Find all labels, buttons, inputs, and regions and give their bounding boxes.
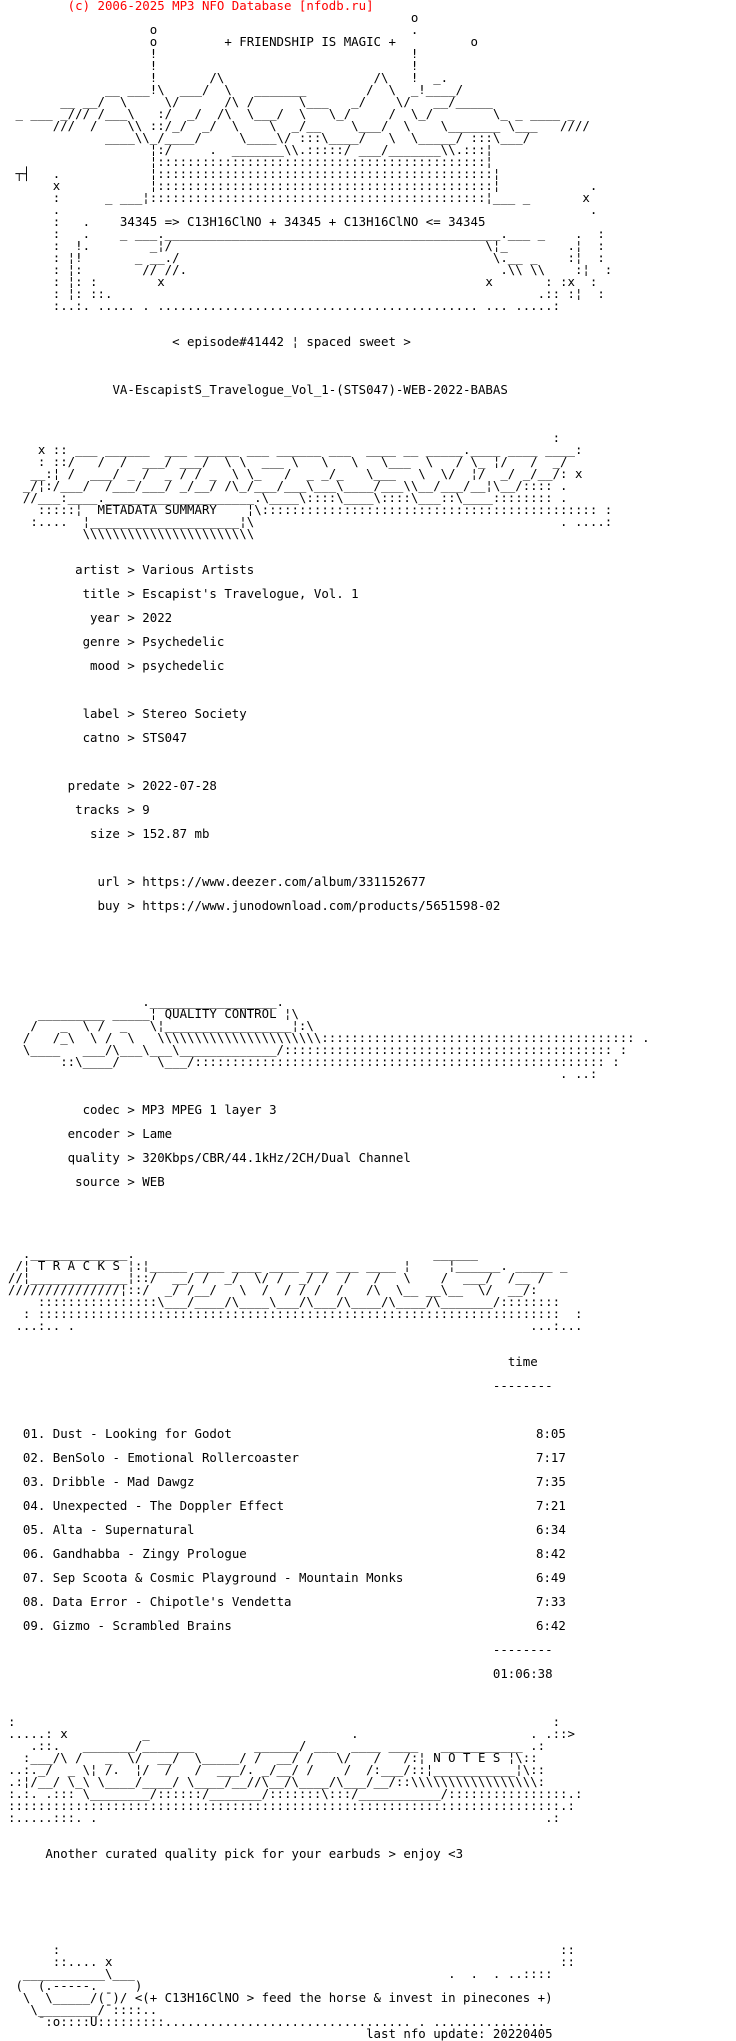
track-title: Alta - Supernatural — [52, 1522, 195, 1537]
track-time: 7:21 — [536, 1498, 566, 1513]
track-row: 06. Gandhabba - Zingy Prologue 8:42 — [22, 1546, 566, 1561]
friendship-text: + FRIENDSHIP IS MAGIC + — [224, 34, 396, 49]
ascii-section-metadata: : x :: ___ ______ ___ ______ ___ ______ ___ ____ __ _____.____ ____ ____: : ::/ / / ___/ ___/ \ \ ___ \ \ \ \___ \ / \_ ¦/ / _/ __:¦ / ___/ _ / _ / / _ \ \_ / _ _/_ \___ \ \/ ¦/ _/ _/__/: x _/¦:/___/ /___/___/ _/__/ /\_/___/___\___\____/___\\__/___/__¦\__/:::: . //___:____.____________________.\____\::::\____\::::\___::\____:::::::: . :::::¦ METADATA SUMMARY ¦\::::::::::::::::::::::::::::::::::::::::::::: : :.... ¦____________________¦\ . ....: \\\\\\\\\\\\\\\\\\\\\\\ — [22, 430, 613, 541]
ascii-section-quality: ._________________. _________ _____¦ QUALITY CONTROL ¦\ / _ \ / _ \¦_________________¦:\ / /_\ \ / \ \\\\\\\\\\\\\\\\\\\\\\:::::::::::::::::::::::::::::::::::::::::: . \____ ___/\___\___\_____________/:::::::::::::::::::::::::::::::::::::::::::: : ::\____/ \___/::::::::::::::::::::::::::::::::::::::::::::::::::::::: : . ..: — [22, 994, 650, 1081]
track-title: Dust - Looking for Godot — [52, 1426, 232, 1441]
track-row: 04. Unexpected - The Doppler Effect 7:21 — [22, 1498, 566, 1513]
codec-value: MP3 MPEG 1 layer 3 — [142, 1102, 277, 1117]
track-title: Gizmo - Scrambled Brains — [52, 1618, 232, 1633]
year-value: 2022 — [142, 610, 173, 625]
section-tracks-title: T R A C K S — [37, 1258, 120, 1273]
track-row: 09. Gizmo - Scrambled Brains 6:42 — [22, 1618, 566, 1633]
track-title: BenSolo - Emotional Rollercoaster — [52, 1450, 299, 1465]
track-title: Dribble - Mad Dawgz — [52, 1474, 195, 1489]
track-time: 8:05 — [536, 1426, 566, 1441]
track-title: Data Error - Chipotle's Vendetta — [52, 1594, 292, 1609]
section-metadata-title: METADATA SUMMARY — [97, 502, 217, 517]
nfo-document: (c) 2006-2025 MP3 NFO Database [nfodb.ru] o o . o + FRIENDSHIP IS MAGIC + o ! ! ! ! ! /\ /\ ! _. __ ___!\ ___/ \ _______ / \ _!____/ __ __/ \ \/ /\ / \___ _/ \/ __/_____ _ ___ _/// /___\ :/ _/ /\ \___/ \ \_/ / \_/ \_ _ ____ _ /// / \\ ::/_/ _/ \ \ _/__ \___/ \ \_______ \___ //// ____\\_/____/ \____\/ :::\____/ \ \_____/ :::\___/ ¦:/ . _______\\.:::::/ ___/_______\\.:::¦ ¦::::::::::::::::::::::::::::::::::::::::::::¦ ┬┤ . ¦:::::::::::::::::::::::::::::::::::::::::::::¦ x ¦:::::::::::::::::::::::::::::::::::::::::::::¦ . : _ ___¦:::::::::::::::::::::::::::::::::::::::::::::¦___ _ x . . : . 34345 => C13H16ClNO + 34345 + C13H16ClNO <= 34345 : . _ ___._____________________________________________.___ _ . : : !. _¦/ \¦_ .¦ : : ¦! _ __./ \.__ _ :¦ : : ¦: // //. .\\ \\ :¦ : : ¦: : x x : :x : : ¦: ::. .:: :¦ : :..:. ..... . ........................................... ... .....: < episode#41442 ¦ spaced sweet > VA-EscapistS_Travelogue_Vol_1-(STS047)-WEB-2022-BABAS : x :: ___ ______ ___ ______ ___ ______ ___ ____ __ _____.____ ____ ____: : ::/ / / ___/ ___/ \ \ ___ \ \ \ \___ \ / \_ ¦/ / _/ __:¦ / ___/ _ / _ / / _ \ \_ / _ _/_ \___ \ \/ ¦/ _/ _/__/: x _/¦:/___/ /___/___/ _/__/ /\_/___/___\___\____/___\\__/___/__¦\__/:::: . //___:____.____________________.\____\::::\____\::::\___::\____:::::::: . :::::¦ METADATA SUMMARY ¦\::::::::::::::::::::::::::::::::::::::::::::: : :.... ¦____________________¦\ . ....: \\\\\\\\\\\\\\\\\\\\\\\ artist > Various Artists title > Escapist's Travelogue, Vol. 1 year > 2022 genre > Psychedelic mood > psychedelic label > Stereo Society catno > STS047 predate > 2022-07-28 tracks > 9 size > 152.87 mb url > https://www.deezer.com/album/331152677 buy > https://www.junodownload.com/products/5651598-02 ._________________. _________ _____¦ QUALITY CONTROL ¦\ / _ \ / _ \¦_________________¦:\ / /_\ \ / \ \\\\\\\\\\\\\\\\\\\\\\:::::::::::::::::::::::::::::::::::::::::: . \____ ___/\___\___\_____________/:::::::::::::::::::::::::::::::::::::::::::: : ::\____/ \___/::::::::::::::::::::::::::::::::::::::::::::::::::::::: : . ..: codec > MP3 MPEG 1 layer 3 encoder > Lame quality > 320Kbps/CBR/44.1kHz/2CH/Dual Channel source > WEB ._____________. ______ /¦ T R A C K S ¦:¦_____ ____ ____ ____ ___ ___ ____ ¦ ¦______. _____ _ //¦_____________¦::/ __/ / _/ \/ / _/ / / / \ / ___/ /__ / ///////////////¦::/ _/ /__/ \ / / / / / /\ \__ __\__ \/ __/: ::::::::::::::::\___/____/\____\___/\___/\____/\____/\_______/:::::::: : :::::::::::::::::::::::::::::::::::::::::::::::::::::::::::::::::::::: : ...:.. . ...:... time -------- 01. Dust - Looking for Godot 8:05 02. BenSolo - Emotional Rollercoaster 7:17 03. Dribble - Mad Dawgz 7:35 04. Unexpected - The Doppler Effect 7:21 05. Alta - Supernatural 6:34 06. Gandhabba - Zingy Prologue 8:42 07. Sep Scoota & Cosmic Playground - Mountain Monks 6:49 08. Data Error - Chipotle's Vendetta 7:33 09. Gizmo - Scrambled Brains 6:42 -------- 01:06:38 : : .....: x _ . . .::> .::. _______/_______ ______/ ___ ____ ____ ___________ .: :___/\ / _ \/ __/ \_____/ / __/ / \/ / /:¦ N O T E S ¦\:: ..:._/ _ \¦ /. ¦/ / / ___/. _/__/ / / /:___/::¦___________¦\:: .:¦/__/ \_\ \____/____/ \____/__//\__/\____/\___/__/::\\\\\\\\\\\\\\\\\: :.:. .::: \________/::::::/_______/:::::::\:::/___________/::::::::::::::::.: ::::::::::::::::::::::::::::::::::::::::::::::::::::::::::::::::::::::::::.: :.....:::. . .: Another curated quality pick for your earbuds > enjoy <3 : :: ::.... x :: ___________\___ . . . ..:::: ( (.-----. ) \ \_____/(¯)/ <(+ C13H16ClNO > feed the horse & invest in pinecones +) \________/¯::::.. ¯:o::::U:::::::::................................. . ............... last nfo update: 20220405 — [8, 0, 650, 2041]
label-value: Stereo Society — [142, 706, 247, 721]
encoder-value: Lame — [142, 1126, 173, 1141]
track-title: Gandhabba - Zingy Prologue — [52, 1546, 247, 1561]
tracks-count-value: 9 — [142, 802, 150, 817]
ascii-logo-top: o o . o + FRIENDSHIP IS MAGIC + o ! ! ! ! ! /\ /\ ! _. __ ___!\ ___/ \ _______ / \ _!____/ __ __/ \ \/ /\ / \___ _/ \/ __/_____ _ ___ _/// /___\ :/ _/ /\ \___/ \ \_/ / \_/ \_ _ ____ _ /// / \\ ::/_/ _/ \ \ _/__ \___/ \ \_______ \___ //// ____\\_/____/ \____\/ :::\____/ \ \_____/ :::\___/ ¦:/ . _______\\.:::::/ ___/_______\\.:::¦ ¦::::::::::::::::::::::::::::::::::::::::::::¦ ┬┤ . ¦:::::::::::::::::::::::::::::::::::::::::::::¦ x ¦:::::::::::::::::::::::::::::::::::::::::::::¦ . : _ ___¦:::::::::::::::::::::::::::::::::::::::::::::¦___ _ x . . : . 34345 => C13H16ClNO + 34345 + C13H16ClNO <= 34345 : . _ ___._____________________________________________.___ _ . : : !. _¦/ \¦_ .¦ : : ¦! _ __./ \.__ _ :¦ : : ¦: // //. .\\ \\ :¦ : : ¦: : x x : :x : : ¦: ::. .:: :¦ : :..:. ..... . ........................................... ... .....: — [15, 10, 613, 313]
source-value: WEB — [142, 1174, 165, 1189]
track-time: 6:42 — [536, 1618, 566, 1633]
section-quality-title: QUALITY CONTROL — [164, 1006, 277, 1021]
track-time: 6:34 — [536, 1522, 566, 1537]
track-row: 02. BenSolo - Emotional Rollercoaster 7:17 — [22, 1450, 566, 1465]
track-title: Unexpected - The Doppler Effect — [52, 1498, 285, 1513]
artist-value: Various Artists — [142, 562, 255, 577]
quality-value: 320Kbps/CBR/44.1kHz/2CH/Dual Channel — [142, 1150, 411, 1165]
episode-line: < episode#41442 ¦ spaced sweet > — [172, 334, 411, 349]
mood-value: psychedelic — [142, 658, 225, 673]
last-update: last nfo update: 20220405 — [366, 2026, 553, 2041]
size-value: 152.87 mb — [142, 826, 210, 841]
ascii-section-tracks: ._____________. ______ /¦ T R A C K S ¦:¦_____ ____ ____ ____ ___ ___ ____ ¦ ¦______. _____ _ //¦_____________¦::/ __/ / _/ \/ / _/ / / / \ / ___/ /__ / ///////////////¦::/ _/ /__/ \ / / / / / /\ \__ __\__ \/ __/: ::::::::::::::::\___/____/\____\___/\___/\____/\____/\_______/:::::::: : :::::::::::::::::::::::::::::::::::::::::::::::::::::::::::::::::::::: : ...:.. . ...:... — [8, 1246, 583, 1333]
catno-value: STS047 — [142, 730, 188, 745]
url-link[interactable]: https://www.deezer.com/album/331152677 — [142, 874, 426, 889]
buy-link[interactable]: https://www.junodownload.com/products/5651598-02 — [142, 898, 501, 913]
section-notes-title: N O T E S — [433, 1750, 501, 1765]
track-row: 01. Dust - Looking for Godot 8:05 — [22, 1426, 566, 1441]
track-time: 7:17 — [536, 1450, 566, 1465]
predate-value: 2022-07-28 — [142, 778, 217, 793]
tracks-time-header: time — [507, 1354, 538, 1369]
track-row: 03. Dribble - Mad Dawgz 7:35 — [22, 1474, 566, 1489]
track-time: 6:49 — [536, 1570, 566, 1585]
site-header: (c) 2006-2025 MP3 NFO Database [nfodb.ru] — [8, 0, 374, 13]
track-time: 7:33 — [536, 1594, 566, 1609]
notes-text: Another curated quality pick for your earbuds > enjoy <3 — [45, 1846, 464, 1861]
genre-value: Psychedelic — [142, 634, 225, 649]
track-time: 7:35 — [536, 1474, 566, 1489]
track-row: 07. Sep Scoota & Cosmic Playground - Mountain Monks 6:49 — [22, 1570, 566, 1585]
track-time: 8:42 — [536, 1546, 566, 1561]
ascii-section-notes: : : .....: x _ . . .::> .::. _______/_______ ______/ ___ ____ ____ ___________ .: :___/\ / _ \/ __/ \_____/ / __/ / \/ / /:¦ N O T E S ¦\:: ..:._/ _ \¦ /. ¦/ / / ___/. _/__/ / / /:___/::¦___________¦\:: .:¦/__/ \_\ \____/____/ \____/__//\__/\____/\___/__/::\\\\\\\\\\\\\\\\\: :.:. .::: \________/::::::/_______/:::::::\:::/___________/::::::::::::::::.: ::::::::::::::::::::::::::::::::::::::::::::::::::::::::::::::::::::::::::.: :.....:::. . .: — [8, 1714, 583, 1825]
group-tagline: 34345 => C13H16ClNO + 34345 + C13H16ClNO <= 34345 — [119, 214, 486, 229]
track-row: 08. Data Error - Chipotle's Vendetta 7:33 — [22, 1594, 566, 1609]
title-value: Escapist's Travelogue, Vol. 1 — [142, 586, 359, 601]
release-name: VA-EscapistS_Travelogue_Vol_1-(STS047)-WEB-2022-BABAS — [112, 382, 508, 397]
footer-tagline: <(+ C13H16ClNO > feed the horse & invest in pinecones +) — [134, 1990, 553, 2005]
track-title: Sep Scoota & Cosmic Playground - Mountain Monks — [52, 1570, 404, 1585]
ascii-footer-horse: : :: ::.... x :: ___________\___ . . . ..:::: ( (.-----. ) \ \_____/(¯)/ <(+ C13H16ClNO > feed the horse & invest in pinecones +) \________/¯::::.. ¯:o::::U:::::::::................................. . ............... — [15, 1942, 575, 2029]
tracks-total-time: 01:06:38 — [492, 1666, 553, 1681]
track-row: 05. Alta - Supernatural 6:34 — [22, 1522, 566, 1537]
